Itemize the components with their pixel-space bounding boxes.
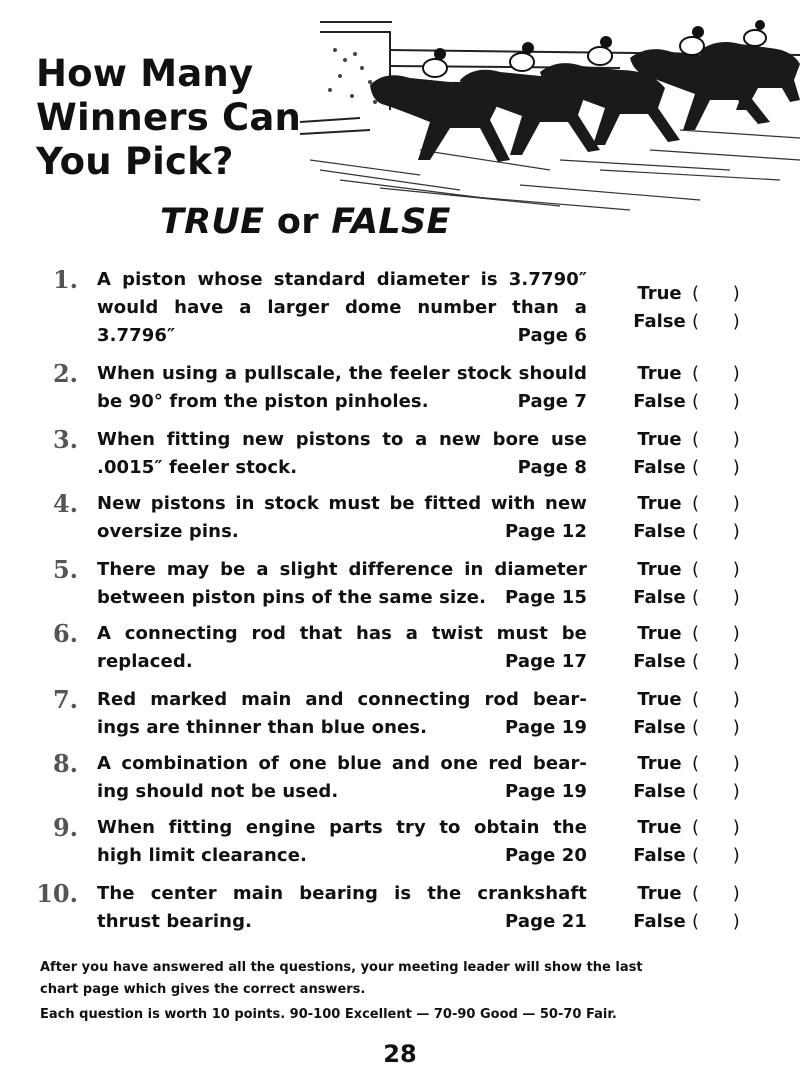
true-or-false-heading — [160, 202, 451, 242]
true-option-row — [627, 426, 757, 454]
true-option-row — [627, 880, 757, 908]
true-label: True — [637, 429, 682, 450]
page-reference: Page 12 — [505, 521, 587, 542]
false-label: False — [633, 311, 686, 332]
true-label: True — [637, 493, 682, 514]
true-answer-box[interactable]: ( ) — [692, 363, 754, 384]
question-line-text: When using a pullscale, the feeler stock should — [97, 363, 587, 384]
true-answer-box[interactable]: ( ) — [692, 559, 754, 580]
false-label: False — [633, 717, 686, 738]
question-number: 3. — [52, 425, 78, 454]
false-answer-box[interactable]: ( ) — [692, 311, 754, 332]
page-reference: Page 15 — [505, 587, 587, 608]
false-label: False — [633, 457, 686, 478]
true-label: True — [637, 689, 682, 710]
question-text — [97, 490, 587, 546]
true-label: True — [637, 363, 682, 384]
true-option-row — [627, 814, 757, 842]
page-title — [36, 52, 301, 184]
false-option-row — [627, 648, 757, 676]
page-reference: Page 6 — [517, 325, 587, 346]
question-text — [97, 426, 587, 482]
question-line-text: ings are thinner than blue ones. — [97, 717, 428, 738]
true-answer-box[interactable]: ( ) — [692, 283, 754, 304]
question-line — [97, 490, 587, 518]
question-text — [97, 620, 587, 676]
question-line-text: The center main bearing is the crankshaft — [97, 883, 587, 904]
question-line — [97, 908, 587, 936]
false-label: False — [633, 845, 686, 866]
question-line-text: 3.7796″ — [97, 325, 176, 346]
question-text — [97, 266, 587, 350]
question-number: 9. — [52, 813, 78, 842]
false-option-row — [627, 518, 757, 546]
true-false-options — [627, 620, 757, 676]
true-option-row — [627, 686, 757, 714]
question-line — [97, 648, 587, 676]
subtitle-or: or — [276, 202, 319, 242]
question-number: 6. — [52, 619, 78, 648]
subtitle-false: FALSE — [331, 202, 451, 242]
true-answer-box[interactable]: ( ) — [692, 817, 754, 838]
question-line-text: New pistons in stock must be fitted with new — [97, 493, 587, 514]
question-line — [97, 556, 587, 584]
question-text — [97, 814, 587, 870]
true-false-options — [627, 814, 757, 870]
false-answer-box[interactable]: ( ) — [692, 781, 754, 802]
title-line-2: Winners Can — [36, 96, 302, 139]
false-option-row — [627, 908, 757, 936]
false-option-row — [627, 454, 757, 482]
question-line-text: When fitting engine parts try to obtain the — [97, 817, 587, 838]
true-label: True — [637, 559, 682, 580]
question-line-text: high limit clearance. — [97, 845, 307, 866]
true-option-row — [627, 750, 757, 778]
true-answer-box[interactable]: ( ) — [692, 689, 754, 710]
false-answer-box[interactable]: ( ) — [692, 391, 754, 412]
page-reference: Page 8 — [517, 457, 587, 478]
true-false-options — [627, 880, 757, 936]
question-text — [97, 686, 587, 742]
true-option-row — [627, 280, 757, 308]
false-answer-box[interactable]: ( ) — [692, 457, 754, 478]
question-line — [97, 360, 587, 388]
true-option-row — [627, 556, 757, 584]
false-answer-box[interactable]: ( ) — [692, 717, 754, 738]
question-line-text: be 90° from the piston pinholes. — [97, 391, 429, 412]
true-false-options — [627, 360, 757, 416]
false-option-row — [627, 388, 757, 416]
question-line-text: A connecting rod that has a twist must be — [97, 623, 587, 644]
page-reference: Page 20 — [505, 845, 587, 866]
footer-line-1: After you have answered all the questions, your meeting leader will show the last — [40, 960, 643, 975]
question-line — [97, 778, 587, 806]
instructions-footer — [40, 957, 750, 1026]
true-label: True — [637, 623, 682, 644]
question-line — [97, 518, 587, 546]
question-line — [97, 294, 587, 322]
false-option-row — [627, 842, 757, 870]
true-false-options — [627, 750, 757, 806]
question-line — [97, 584, 587, 612]
question-line — [97, 426, 587, 454]
false-answer-box[interactable]: ( ) — [692, 651, 754, 672]
page-reference: Page 17 — [505, 651, 587, 672]
true-answer-box[interactable]: ( ) — [692, 753, 754, 774]
question-line — [97, 322, 587, 350]
question-number: 10. — [36, 879, 78, 908]
false-label: False — [633, 587, 686, 608]
true-false-options — [627, 426, 757, 482]
false-answer-box[interactable]: ( ) — [692, 587, 754, 608]
title-line-1: How Many — [36, 52, 254, 95]
true-label: True — [637, 753, 682, 774]
true-answer-box[interactable]: ( ) — [692, 623, 754, 644]
false-option-row — [627, 308, 757, 336]
false-label: False — [633, 911, 686, 932]
page-reference: Page 19 — [505, 717, 587, 738]
question-line-text: .0015″ feeler stock. — [97, 457, 298, 478]
question-line — [97, 686, 587, 714]
question-number: 4. — [52, 489, 78, 518]
true-false-options — [627, 686, 757, 742]
true-answer-box[interactable]: ( ) — [692, 429, 754, 450]
question-line — [97, 842, 587, 870]
question-line-text: ing should not be used. — [97, 781, 339, 802]
question-line — [97, 814, 587, 842]
question-line-text: thrust bearing. — [97, 911, 253, 932]
question-line-text: There may be a slight difference in diameter — [97, 559, 587, 580]
question-line — [97, 880, 587, 908]
question-number: 1. — [52, 265, 78, 294]
question-line-text: would have a larger dome number than a — [97, 297, 587, 318]
page-reference: Page 21 — [505, 911, 587, 932]
question-line — [97, 750, 587, 778]
question-number: 8. — [52, 749, 78, 778]
question-line-text: When fitting new pistons to a new bore use — [97, 429, 587, 450]
question-line-text: A combination of one blue and one red bear- — [97, 753, 587, 774]
question-line — [97, 454, 587, 482]
question-number: 2. — [52, 359, 78, 388]
true-option-row — [627, 360, 757, 388]
question-text — [97, 556, 587, 612]
footer-scoring: Each question is worth 10 points. 90-100 Excellent — 70-90 Good — 50-70 Fair. — [40, 1007, 617, 1022]
true-option-row — [627, 490, 757, 518]
question-line-text: A piston whose standard diameter is 3.7790″ — [97, 269, 587, 290]
question-line-text: Red marked main and connecting rod bear- — [97, 689, 587, 710]
question-line — [97, 620, 587, 648]
false-option-row — [627, 714, 757, 742]
true-false-options — [627, 490, 757, 546]
false-answer-box[interactable]: ( ) — [692, 521, 754, 542]
question-line — [97, 714, 587, 742]
false-option-row — [627, 584, 757, 612]
false-label: False — [633, 651, 686, 672]
true-option-row — [627, 620, 757, 648]
true-label: True — [637, 283, 682, 304]
false-answer-box[interactable]: ( ) — [692, 845, 754, 866]
page-number: 28 — [383, 1040, 417, 1068]
question-text — [97, 360, 587, 416]
true-label: True — [637, 817, 682, 838]
question-line-text: replaced. — [97, 651, 193, 672]
true-answer-box[interactable]: ( ) — [692, 493, 754, 514]
true-false-options — [627, 556, 757, 612]
subtitle-true: TRUE — [160, 202, 265, 242]
question-line-text: oversize pins. — [97, 521, 239, 542]
false-label: False — [633, 521, 686, 542]
false-label: False — [633, 391, 686, 412]
question-text — [97, 750, 587, 806]
footer-line-2: chart page which gives the correct answers. — [40, 982, 366, 997]
true-label: True — [637, 883, 682, 904]
horse-race-illustration — [300, 10, 800, 215]
question-line — [97, 266, 587, 294]
true-answer-box[interactable]: ( ) — [692, 883, 754, 904]
false-label: False — [633, 781, 686, 802]
question-number: 5. — [52, 555, 78, 584]
question-line — [97, 388, 587, 416]
false-answer-box[interactable]: ( ) — [692, 911, 754, 932]
title-line-3: You Pick? — [36, 140, 234, 183]
false-option-row — [627, 778, 757, 806]
question-line-text: between piston pins of the same size. — [97, 587, 487, 608]
page-reference: Page 19 — [505, 781, 587, 802]
question-text — [97, 880, 587, 936]
true-false-options — [627, 280, 757, 336]
page-reference: Page 7 — [517, 391, 587, 412]
question-number: 7. — [52, 685, 78, 714]
